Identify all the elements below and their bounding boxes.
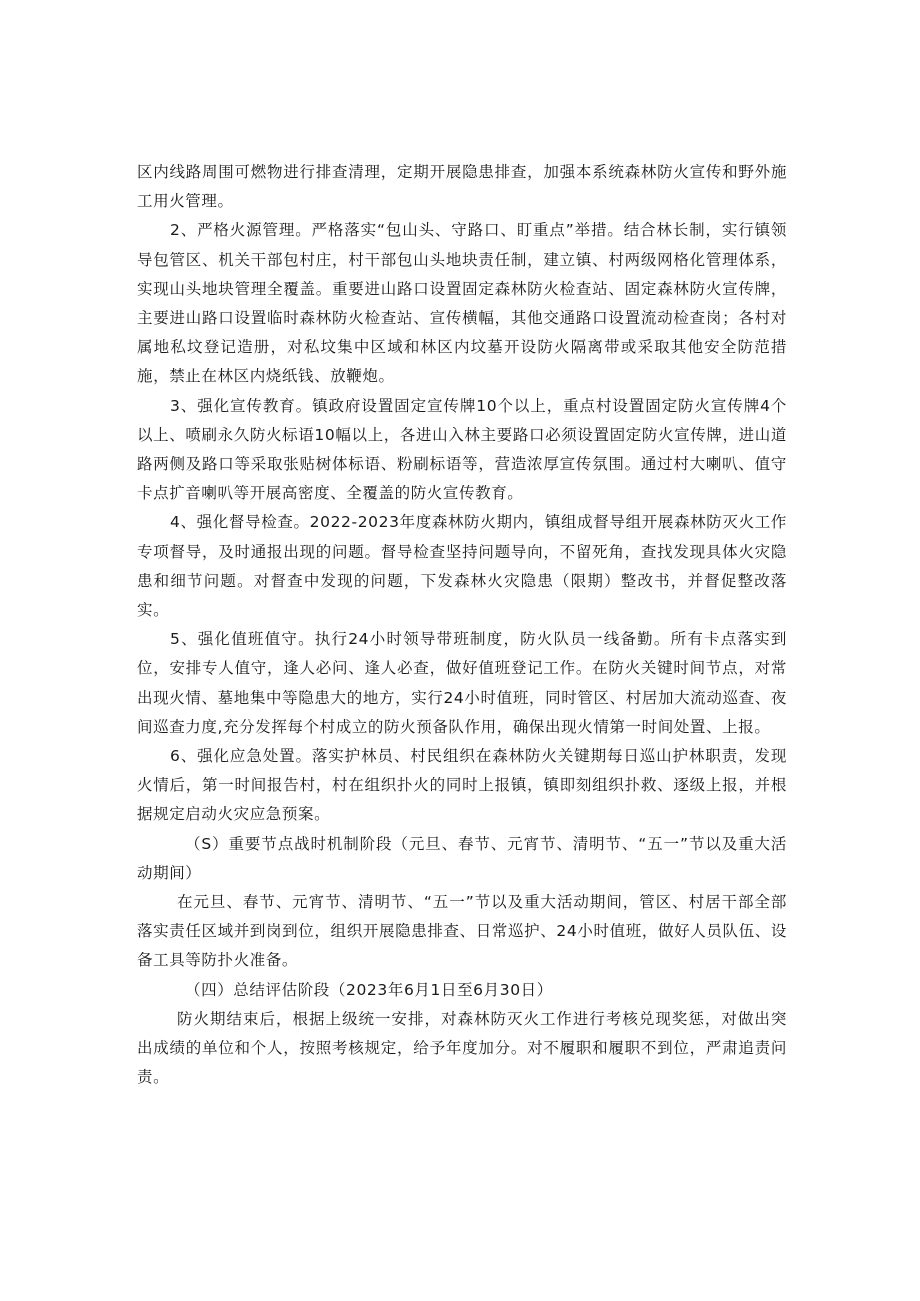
- paragraph-duty-shifts: 5、强化值班值守。执行24小时领导带班制度，防火队员一线备勤。所有卡点落实到位，安排专人值守，逢人必问、逢人必查，做好值班登记工作。在防火关键时间节点，对常出现火情、墓地集中等隐患大的地方，实行24小时值班，同时管区、村居加大流动巡查、夜间巡查力度,充分发挥每个村成立的防火预备队作用，确保出现火情第一时间处置、上报。: [137, 630, 787, 736]
- section-heading-summary-evaluation: （四）总结评估阶段（2023年6月1日至6月30日）: [185, 980, 553, 999]
- paragraph-summary-evaluation: 防火期结束后，根据上级统一安排，对森林防灭火工作进行考核兑现奖惩，对做出突出成绩的单位和个人，按照考核规定，给予年度加分。对不履职和履职不到位，严肃追责问责。: [137, 1009, 787, 1087]
- document-body: [137, 158, 787, 1093]
- paragraph-supervision-inspection: 4、强化督导检查。2022-2023年度森林防火期内，镇组成督导组开展森林防灭火工作专项督导，及时通报出现的问题。督导检查坚持问题导向，不留死角，查找发现具体火灾隐患和细节问题。对督查中发现的问题，下发森林火灾隐患（限期）整改书，并督促整改落实。: [137, 513, 787, 620]
- paragraph-key-periods: 在元旦、春节、元宵节、清明节、“五一”节以及重大活动期间，管区、村居干部全部落实责任区域并到岗到位，组织开展隐患排查、日常巡护、24小时值班，做好人员队伍、设备工具等防扑火准备。: [137, 893, 787, 970]
- paragraph-emergency-response: 6、强化应急处置。落实护林员、村民组织在森林防火关键期每日巡山护林职责，发现火情后，第一时间报告村，村在组织扑火的同时上报镇，镇即刻组织扑救、逐级上报，并根据规定启动火灾应急预案。: [137, 747, 787, 824]
- paragraph-continuation: 区内线路周围可燃物进行排查清理，定期开展隐患排查，加强本系统森林防火宣传和野外施工用火管理。: [137, 163, 787, 211]
- paragraph-publicity-education: 3、强化宣传教育。镇政府设置固定宣传牌10个以上，重点村设置固定防火宣传牌4个以上、喷刷永久防火标语10幅以上，各进山入林主要路口必须设置固定防火宣传牌，进山道路两侧及路口等采取张贴树体标语、粉刷标语等，营造浓厚宣传氛围。通过村大喇叭、值守卡点扩音喇叭等开展高密度、全覆盖的防火宣传教育。: [137, 396, 787, 503]
- section-heading-key-periods: （S）重要节点战时机制阶段（元旦、春节、元宵节、清明节、“五一”节以及重大活动期间）: [137, 834, 787, 882]
- paragraph-fire-source-management: 2、严格火源管理。严格落实“包山头、守路口、盯重点”举措。结合林长制，实行镇领导包管区、机关干部包村庄，村干部包山头地块责任制，建立镇、村两级网格化管理体系，实现山头地块管理全覆盖。重要进山路口设置固定森林防火检查站、固定森林防火宣传牌，主要进山路口设置临时森林防火检查站、宣传横幅，其他交通路口设置流动检查岗；各村对属地私坟登记造册，对私坟集中区域和林区内坟墓开设防火隔离带或采取其他安全防范措施，禁止在林区内烧纸钱、放鞭炮。: [137, 221, 787, 386]
